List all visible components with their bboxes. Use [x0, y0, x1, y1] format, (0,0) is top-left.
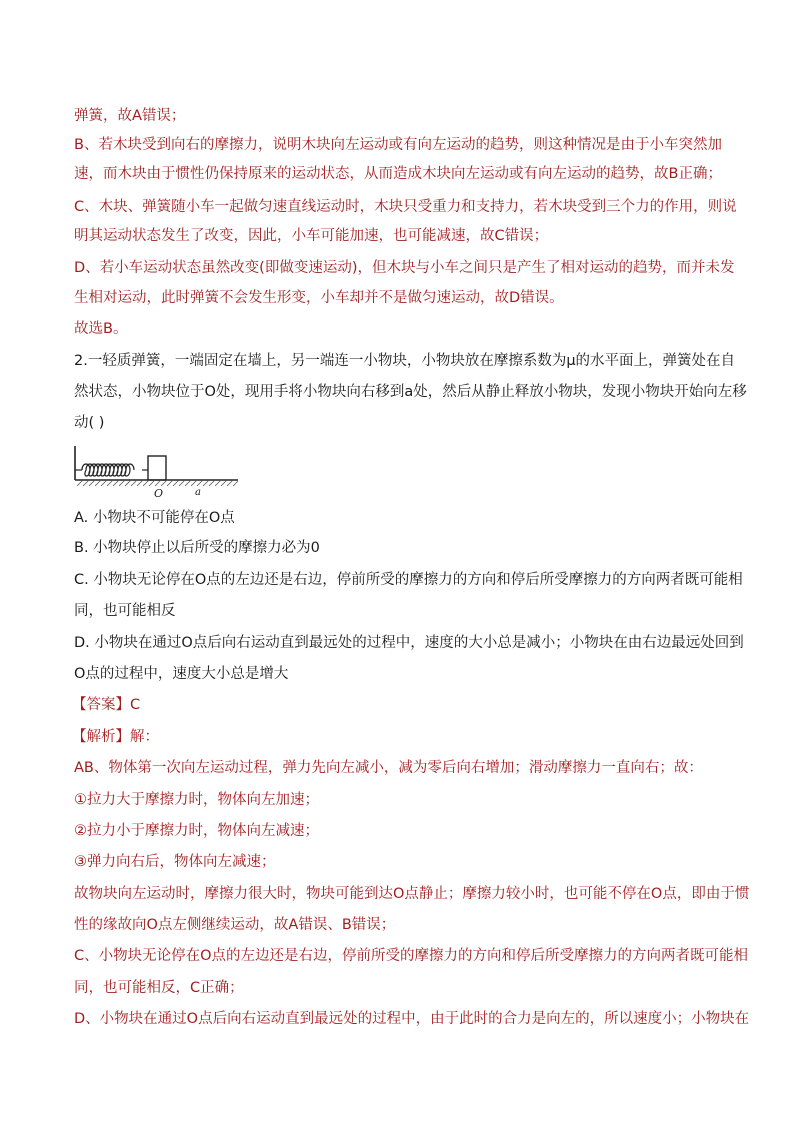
prev-analysis-line-7: 生相对运动，此时弹簧不会发生形变，小车却并不是做匀速运动，故D错误。 [74, 290, 564, 306]
ground-hatching [77, 480, 238, 486]
analysis-line-8: 同，也可能相反，C正确； [74, 980, 244, 996]
analysis-line-3: ②拉力小于摩擦力时，物体向左减速； [74, 823, 319, 839]
analysis-line-7: C、小物块无论停在O点的左边还是右边，停前所受的摩擦力的方向和停后所受摩擦力的方向两者既可能相 [74, 948, 749, 964]
label-o: O [154, 487, 164, 500]
analysis-line-9: D、小物块在通过O点后向右运动直到最远处的过程中，由于此时的合力是向左的，所以速度小；小物块在 [74, 1011, 750, 1027]
option-c-line-2: 同，也可能相反 [74, 603, 176, 619]
option-d-line-2: O点的过程中，速度大小总是增大 [74, 666, 289, 682]
analysis-line-2: ①拉力大于摩擦力时，物体向左加速； [74, 792, 319, 808]
option-a: A. 小物块不可能停在O点 [74, 510, 235, 526]
prev-analysis-line-2: B、若木块受到向右的摩擦力，说明木块向左运动或有向左运动的趋势，则这种情况是由于小车突然加 [74, 137, 722, 153]
prev-analysis-line-1: 弹簧，故A错误； [74, 108, 186, 124]
label-a: a [195, 487, 201, 498]
analysis-line-1: AB、物体第一次向左运动过程，弹力先向左减小，减为零后向右增加；滑动摩擦力一直向右；故： [74, 760, 703, 776]
spring-block-figure [72, 444, 242, 500]
analysis-header: 【解析】解： [72, 729, 159, 745]
small-block [148, 456, 166, 480]
question-stem-line-2: 然状态，小物块位于O处，现用手将小物块向右移到a处，然后从静止释放小物块，发现小物块开始向左移 [74, 384, 747, 400]
analysis-line-6: 性的缘故向O点左侧继续运动，故A错误、B错误； [74, 917, 396, 933]
question-stem-line-1: 2.一轻质弹簧，一端固定在墙上，另一端连一小物块，小物块放在摩擦系数为μ的水平面上，弹簧处在自 [74, 353, 736, 369]
question-stem-line-3: 动( ) [74, 415, 105, 431]
prev-analysis-line-3: 速，而木块由于惯性仍保持原来的运动状态，从而造成木块向左运动或有向左运动的趋势，故B正确； [74, 166, 722, 182]
spring-coil [82, 464, 134, 476]
answer-label: 【答案】C [72, 697, 141, 713]
option-c-line-1: C. 小物块无论停在O点的左边还是右边，停前所受的摩擦力的方向和停后所受摩擦力的方向两者既可能相 [74, 572, 743, 588]
option-d-line-1: D. 小物块在通过O点后向右运动直到最远处的过程中，速度的大小总是减小；小物块在由右边最远处回到 [74, 635, 744, 651]
prev-analysis-line-6: D、若小车运动状态虽然改变(即做变速运动)，但木块与小车之间只是产生了相对运动的趋势，而并未发 [74, 260, 735, 276]
prev-analysis-line-8: 故选B。 [74, 321, 128, 337]
prev-analysis-line-4: C、木块、弹簧随小车一起做匀速直线运动时，木块只受重力和支持力，若木块受到三个力的作用，则说 [74, 199, 737, 215]
analysis-line-4: ③弹力向右后，物体向左减速； [74, 854, 276, 870]
option-b: B. 小物块停止以后所受的摩擦力必为0 [74, 540, 320, 556]
prev-analysis-line-5: 明其运动状态发生了改变，因此，小车可能加速，也可能减速，故C错误； [74, 228, 549, 244]
analysis-line-5: 故物块向左运动时，摩擦力很大时，物块可能到达O点静止；摩擦力较小时，也可能不停在O点，即由于惯 [74, 886, 750, 902]
